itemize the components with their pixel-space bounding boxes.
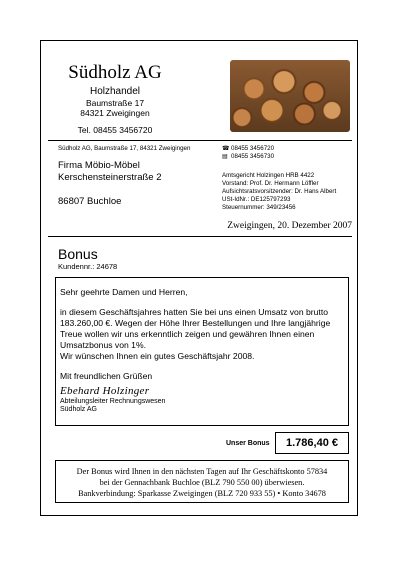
signer-company: Südholz AG [60, 406, 97, 413]
letter-body [55, 277, 349, 426]
body-paragraph: in diesem Geschäftsjahres hatten Sie bei uns einen Umsatz von brutto 183.260,00 €. Wegen der Höhe Ihrer Bestellungen und Ihre langjährige Treue wollen wir uns erkenntlich zeigen und gewähren Ihnen einen Umsatzbonus von 1%. [60, 307, 331, 350]
company-business: Holzhandel [89, 86, 141, 97]
fax-icon: ▤ [222, 154, 228, 160]
payment-line-2: bei der Gennachbank Buchloe (BLZ 790 550 00) überwiesen. [99, 478, 305, 487]
company-street: Baumstraße 17 [85, 98, 145, 108]
subject-title: Bonus [58, 246, 98, 262]
registry-court: Amtsgericht Holzingen HRB 4422 [222, 172, 315, 179]
bank-details: Bankverbindung: Sparkasse Zweigingen (BLZ 720 933 55) • Konto 34678 [78, 489, 326, 498]
recipient-street: Kerschensteinerstraße 2 [58, 172, 162, 183]
bonus-label: Unser Bonus [226, 440, 270, 447]
customer-number: Kundennr.: 24678 [58, 262, 118, 271]
date-divider [48, 236, 352, 237]
return-address: Südholz AG, Baumstraße 17, 84321 Zweigingen [58, 145, 191, 152]
signature: Ebehard Holzinger [60, 385, 150, 397]
registry-vat: USt-IdNr.: DE125797293 [222, 196, 291, 203]
logs-photo [230, 60, 350, 132]
company-city: 84321 Zweigingen [80, 108, 150, 118]
phone-icon: ☎ [222, 146, 230, 152]
bonus-amount: 1.786,40 € [275, 432, 349, 454]
registry-tax: Steuernummer: 349/23456 [222, 204, 296, 211]
payment-info [55, 460, 349, 503]
company-phone: Tel. 08455 3456720 [77, 125, 153, 135]
letter-date: Zweigingen, 20. Dezember 2007 [227, 221, 352, 231]
header-divider [48, 140, 352, 141]
registry-chair: Aufsichtsratsvorsitzender: Dr. Hans Albert [222, 188, 337, 195]
payment-line-1: Der Bonus wird Ihnen in den nächsten Tagen auf Ihr Geschäftskonto 57834 [76, 467, 328, 476]
recipient-company: Firma Möbio-Möbel [58, 160, 140, 171]
salutation: Sehr geehrte Damen und Herren, [60, 287, 188, 297]
contact-fax: ▤ 08455 3456730 [222, 153, 275, 160]
contact-phone: ☎ 08455 3456720 [222, 145, 275, 152]
closing: Mit freundlichen Grüßen [60, 371, 153, 381]
recipient-city: 86807 Buchloe [58, 196, 122, 207]
company-name: Südholz AG [68, 62, 162, 83]
signer-title: Abteilungsleiter Rechnungswesen [60, 398, 166, 405]
registry-board: Vorstand: Prof. Dr. Hermann Löffler [222, 180, 319, 187]
wishes-paragraph: Wir wünschen Ihnen ein gutes Geschäftsjahr 2008. [60, 351, 255, 361]
